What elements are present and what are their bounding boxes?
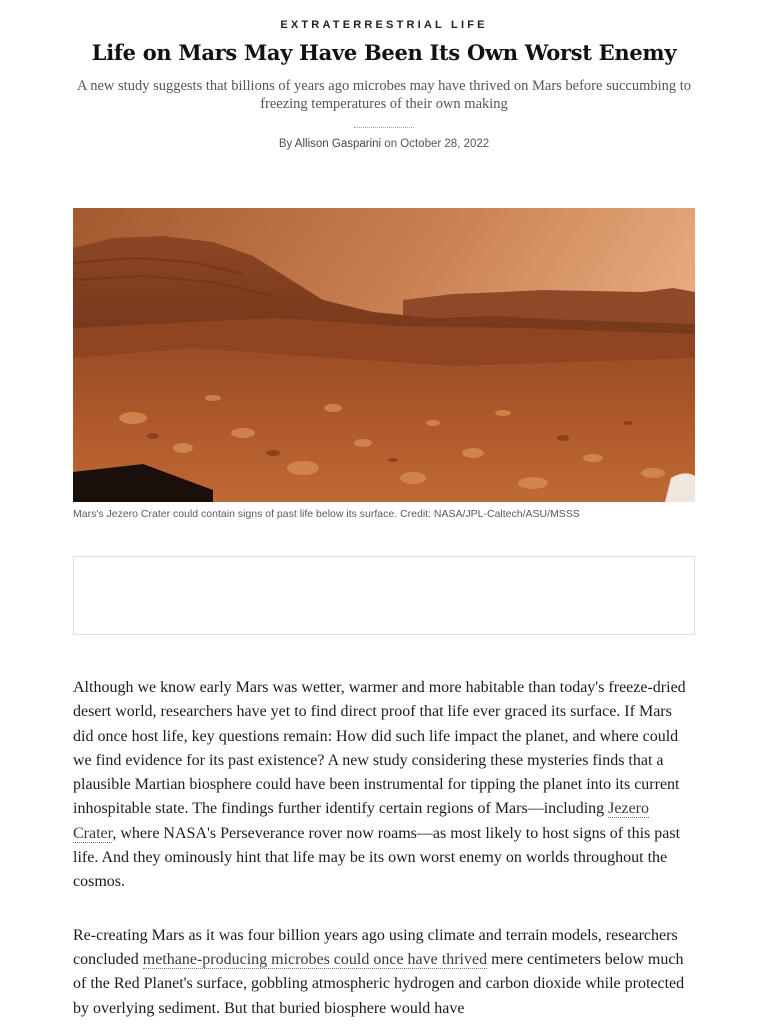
- mars-landscape-image: [73, 208, 695, 502]
- paragraph-1: [73, 676, 695, 895]
- ad-placeholder: [73, 556, 695, 635]
- hero-image: [73, 208, 695, 502]
- byline-on: on: [384, 138, 398, 150]
- methane-microbes-link[interactable]: methane-producing microbes could once have thrived: [142, 950, 488, 968]
- hero-caption: Mars's Jezero Crater could contain signs of past life below its surface. Credit: NASA/JPL-Caltech/ASU/MSSS: [73, 508, 580, 520]
- article-body: [73, 676, 695, 1024]
- section-kicker[interactable]: EXTRATERRESTRIAL LIFE: [280, 19, 488, 31]
- article-dek: A new study suggests that billions of years ago microbes may have thrived on Mars before succumbing to freezing temperatures of their own making: [76, 78, 692, 112]
- byline-divider: [354, 127, 414, 128]
- jezero-crater-link[interactable]: Jezero Crater: [73, 800, 649, 842]
- article-title: Life on Mars May Have Been Its Own Worst Enemy: [91, 40, 677, 65]
- author-link[interactable]: Allison Gasparini: [294, 138, 382, 150]
- paragraph-2: [73, 924, 695, 1021]
- byline: [0, 138, 768, 150]
- paragraph-2-text: Re-creating Mars as it was four billion years ago using climate and terrain models, researchers concluded: [73, 926, 678, 968]
- paragraph-2-text-cont: mere centimeters below much of the Red Planet's surface, gobbling atmospheric hydrogen and carbon dioxide while protected by overlying sediment. But that buried biosphere would have: [73, 950, 685, 1017]
- paragraph-1-text: Although we know early Mars was wetter, warmer and more habitable than today's freeze-dried desert world, researchers have yet to find direct proof that life ever graced its surface. If Mars did once host life, key questions remain: How did such life impact the planet, and where could we find evidence for its past existence? A new study considering these mysteries finds that a plausible Martian biosphere could have been instrumental for tipping the planet into its current inhospitable state. The findings further identify certain regions of Mars—including: [73, 679, 686, 818]
- paragraph-1-text-cont: , where NASA's Perseverance rover now roams—as most likely to host signs of this past life. And they ominously hint that life may be its own worst enemy on worlds throughout the cosmos.: [73, 824, 681, 891]
- byline-prefix: By: [278, 138, 293, 150]
- publish-date: October 28, 2022: [400, 138, 490, 150]
